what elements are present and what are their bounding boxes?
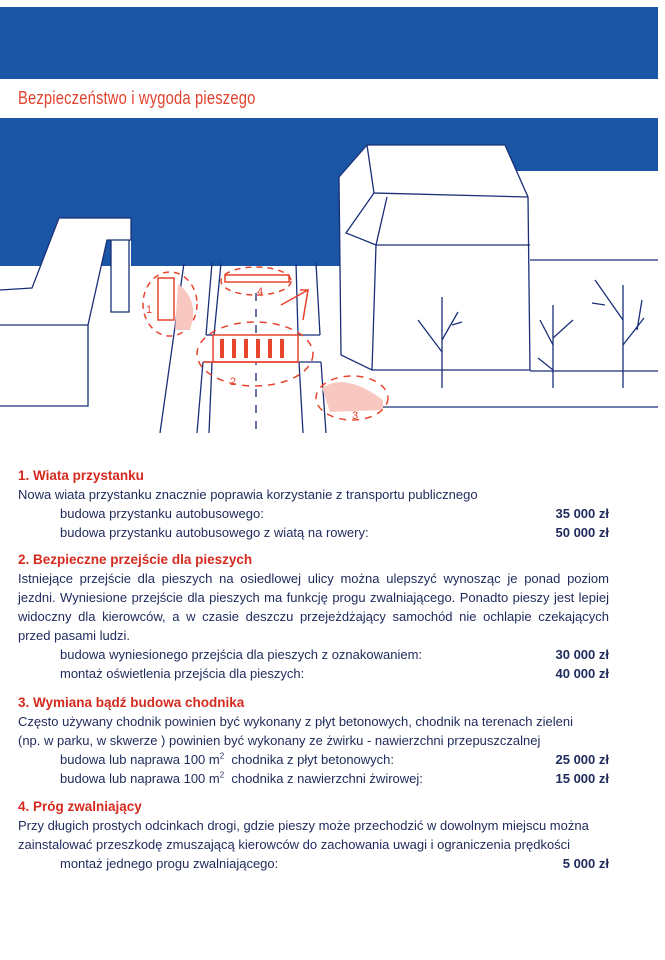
cost-item (18, 854, 609, 873)
cost-item (18, 750, 609, 769)
section-text: zainstalować przeszkodę zmuszającą kierowców do zachowania uwagi i ograniczenia prędkości (18, 837, 571, 852)
cost-label-pre: budowa lub naprawa 100 m (60, 752, 220, 767)
section-heading: 1. Wiata przystanku (18, 468, 144, 483)
right-building (339, 145, 530, 370)
cost-item (18, 504, 609, 523)
cost-label (60, 750, 394, 769)
section-crossing (18, 550, 609, 683)
section-sidewalk (18, 693, 609, 788)
page-title: Bezpieczeństwo i wygoda pieszego (18, 88, 256, 108)
cost-item (18, 769, 609, 788)
cost-label: budowa przystanku autobusowego z wiatą na rowery: (60, 525, 369, 540)
section-heading: 4. Próg zwalniający (18, 799, 142, 814)
cost-price: 25 000 zł (555, 752, 609, 767)
cost-label-post: chodnika z płyt betonowych: (224, 752, 395, 767)
section-text: (np. w parku, w skwerze ) powinien być wykonany ze żwirku - nawierzchni przepuszczalnej (18, 733, 541, 748)
cost-item (18, 645, 609, 664)
cost-label (60, 769, 423, 788)
marker-3: 3 (352, 410, 359, 422)
cost-price: 30 000 zł (555, 647, 609, 662)
cost-label: budowa przystanku autobusowego: (60, 506, 264, 521)
section-text: Przy długich prostych odcinkach drogi, gdzie pieszy może przechodzić w dowolnym miejscu można (18, 818, 589, 833)
marker-4: 4 (257, 286, 264, 298)
cost-item (18, 664, 609, 683)
section-speed-bump (18, 797, 609, 873)
cost-price: 50 000 zł (555, 525, 609, 540)
cost-price: 40 000 zł (555, 666, 609, 681)
section-text: Istniejące przejście dla pieszych na osiedlowej ulicy można ulepszyć wynosząc je ponad poziom jezdni. Wyniesione przejście dla pieszych ma funkcję progu zwalniającego. Ponadto pieszy jest lepiej widoczny dla kierowców, a w czasie deszczu przejeżdżający samochód nie ochlapie czekających przed pasami ludzi. (18, 571, 609, 643)
cost-price: 35 000 zł (555, 506, 609, 521)
cost-item (18, 523, 609, 542)
superscript: 2 (219, 751, 225, 761)
cost-price: 5 000 zł (562, 856, 609, 871)
cost-label: budowa wyniesionego przejścia dla pieszych z oznakowaniem: (60, 647, 423, 662)
section-text: Nowa wiata przystanku znacznie poprawia korzystanie z transportu publicznego (18, 487, 478, 502)
marker-2: 2 (230, 376, 237, 388)
cost-price: 15 000 zł (555, 771, 609, 786)
section-heading: 2. Bezpieczne przejście dla pieszych (18, 552, 253, 567)
cost-label: montaż oświetlenia przejścia dla pieszych: (60, 666, 305, 681)
marker-1: 1 (146, 304, 153, 316)
section-bus-shelter (18, 466, 609, 542)
superscript: 2 (219, 770, 225, 780)
cost-label-post: chodnika z nawierzchni żwirowej: (224, 771, 423, 786)
street-illustration (0, 0, 665, 440)
cost-label-pre: budowa lub naprawa 100 m (60, 771, 220, 786)
section-heading: 3. Wymiana bądź budowa chodnika (18, 695, 245, 710)
section-text: Często używany chodnik powinien być wykonany z płyt betonowych, chodnik na terenach zieleni (18, 714, 573, 729)
cost-label: montaż jednego progu zwalniającego: (60, 856, 279, 871)
